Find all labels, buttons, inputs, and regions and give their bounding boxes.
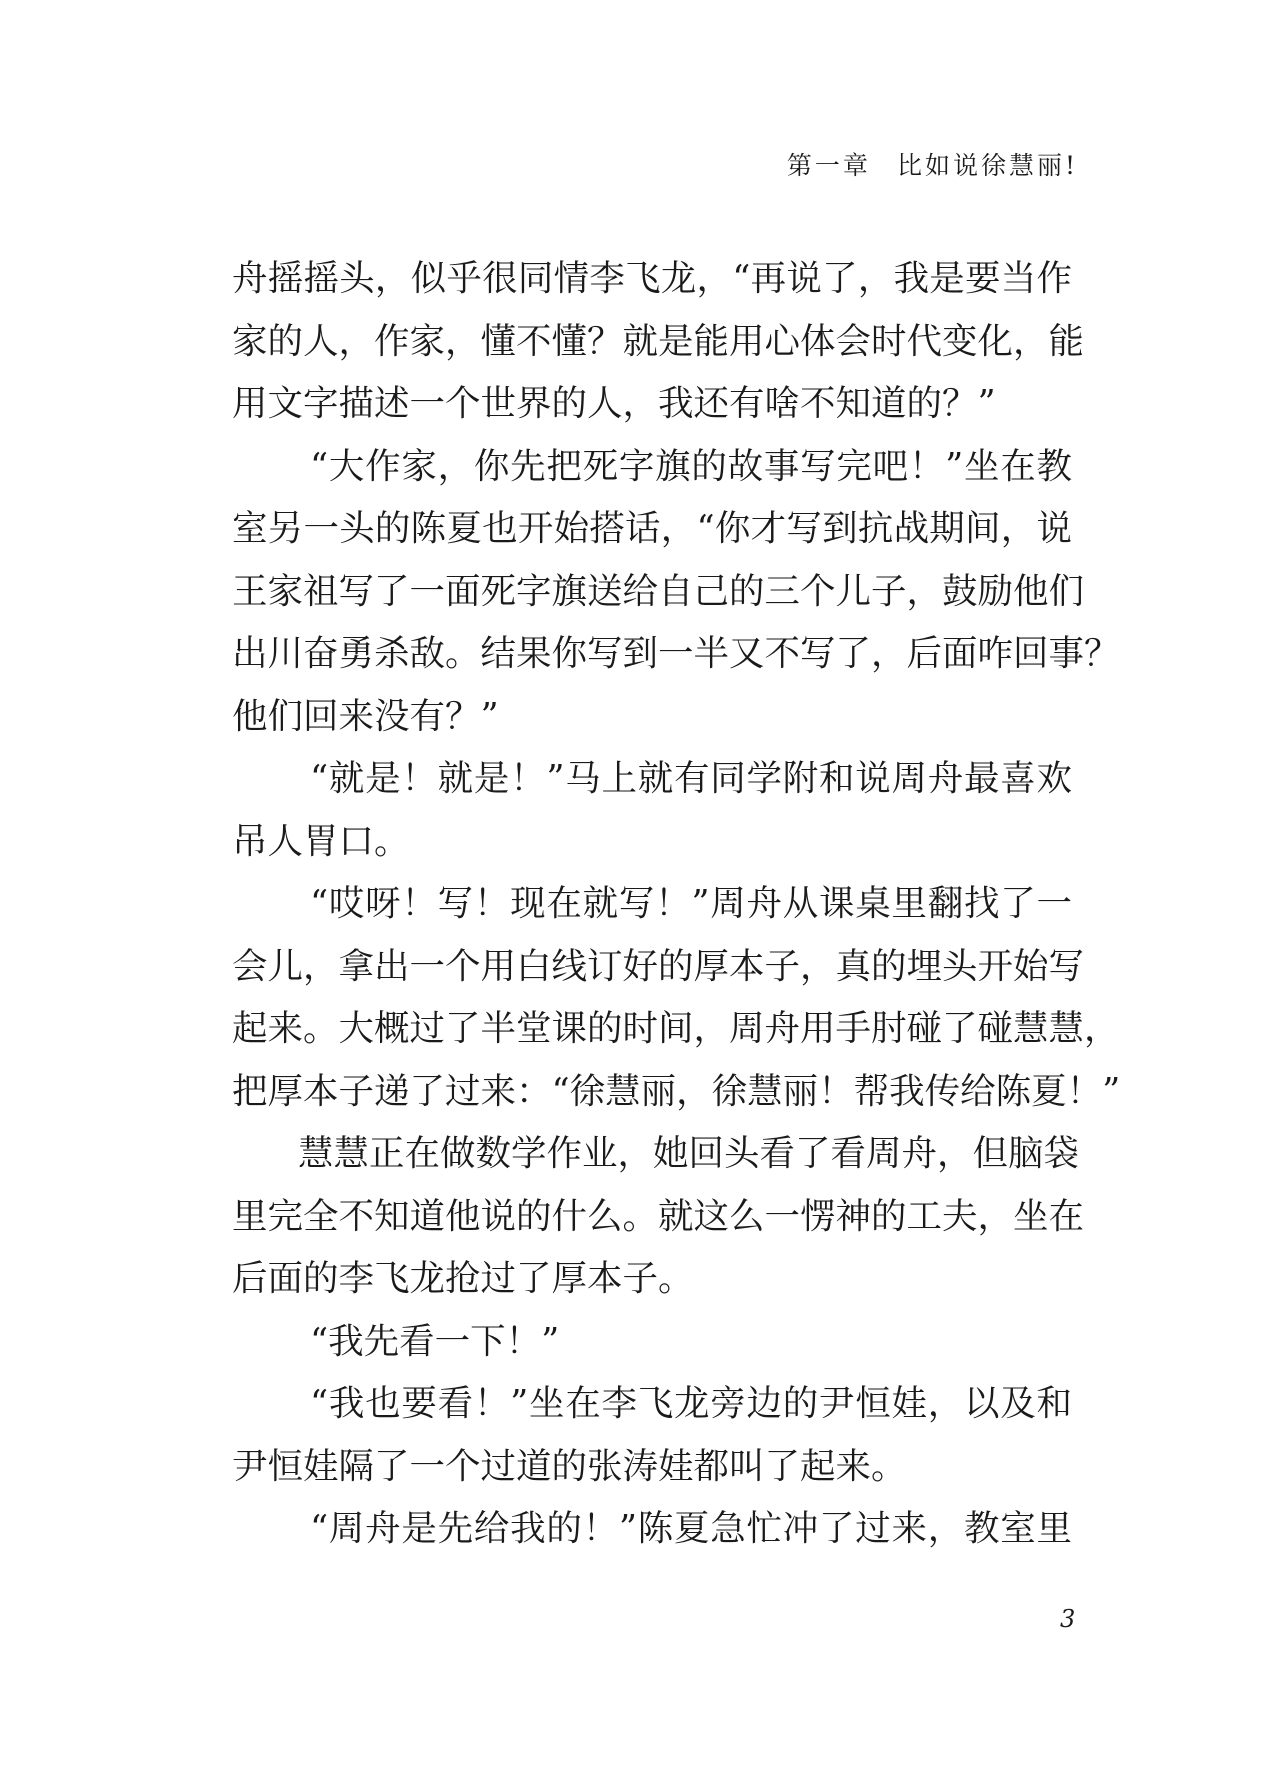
text-line: 用文字描述一个世界的人，我还有啥不知道的？” xyxy=(232,383,996,424)
text-line: 把厚本子递了过来：“徐慧丽，徐慧丽！帮我传给陈夏！” xyxy=(232,1070,1121,1112)
text-line: “就是！就是！”马上就有同学附和说周舟最喜欢 xyxy=(310,758,1072,799)
text-line: 家的人，作家，懂不懂？就是能用心体会时代变化，能 xyxy=(232,320,1085,362)
text-line: 起来。大概过了半堂课的时间，周舟用手肘碰了碰慧慧， xyxy=(232,1008,1120,1049)
running-header xyxy=(787,150,1078,182)
text-line: 舟摇摇头，似乎很同情李飞龙，“再说了，我是要当作 xyxy=(232,258,1072,299)
text-line: 会儿，拿出一个用白线订好的厚本子，真的埋头开始写 xyxy=(232,945,1085,987)
chapter-title: 比如说徐慧丽! xyxy=(896,151,1078,180)
text-line: “我也要看！”坐在李飞龙旁边的尹恒娃，以及和 xyxy=(310,1383,1072,1424)
text-line: 室另一头的陈夏也开始搭话，“你才写到抗战期间，说 xyxy=(232,508,1072,549)
chapter-label: 第一章 xyxy=(786,151,871,180)
text-line: “大作家，你先把死字旗的故事写完吧！”坐在教 xyxy=(310,445,1072,487)
text-line: 后面的李飞龙抢过了厚本子。 xyxy=(232,1258,694,1299)
text-line: 出川奋勇杀敌。结果你写到一半又不写了，后面咋回事？ xyxy=(232,633,1120,674)
text-line: “周舟是先给我的！”陈夏急忙冲了过来，教室里 xyxy=(310,1508,1072,1549)
text-line: 王家祖写了一面死字旗送给自己的三个儿子，鼓励他们 xyxy=(232,570,1085,612)
body-text xyxy=(232,248,1121,1561)
text-line: 慧慧正在做数学作业，她回头看了看周舟，但脑袋 xyxy=(298,1133,1080,1174)
text-line: “我先看一下！” xyxy=(310,1320,560,1362)
text-line: 里完全不知道他说的什么。就这么一愣神的工夫，坐在 xyxy=(232,1195,1085,1237)
page-number: 3 xyxy=(1060,1605,1076,1633)
text-line: 尹恒娃隔了一个过道的张涛娃都叫了起来。 xyxy=(232,1445,907,1487)
text-line: “哎呀！写！现在就写！”周舟从课桌里翻找了一 xyxy=(310,883,1072,924)
text-line: 吊人胃口。 xyxy=(232,820,410,862)
text-line: 他们回来没有？” xyxy=(232,695,499,737)
